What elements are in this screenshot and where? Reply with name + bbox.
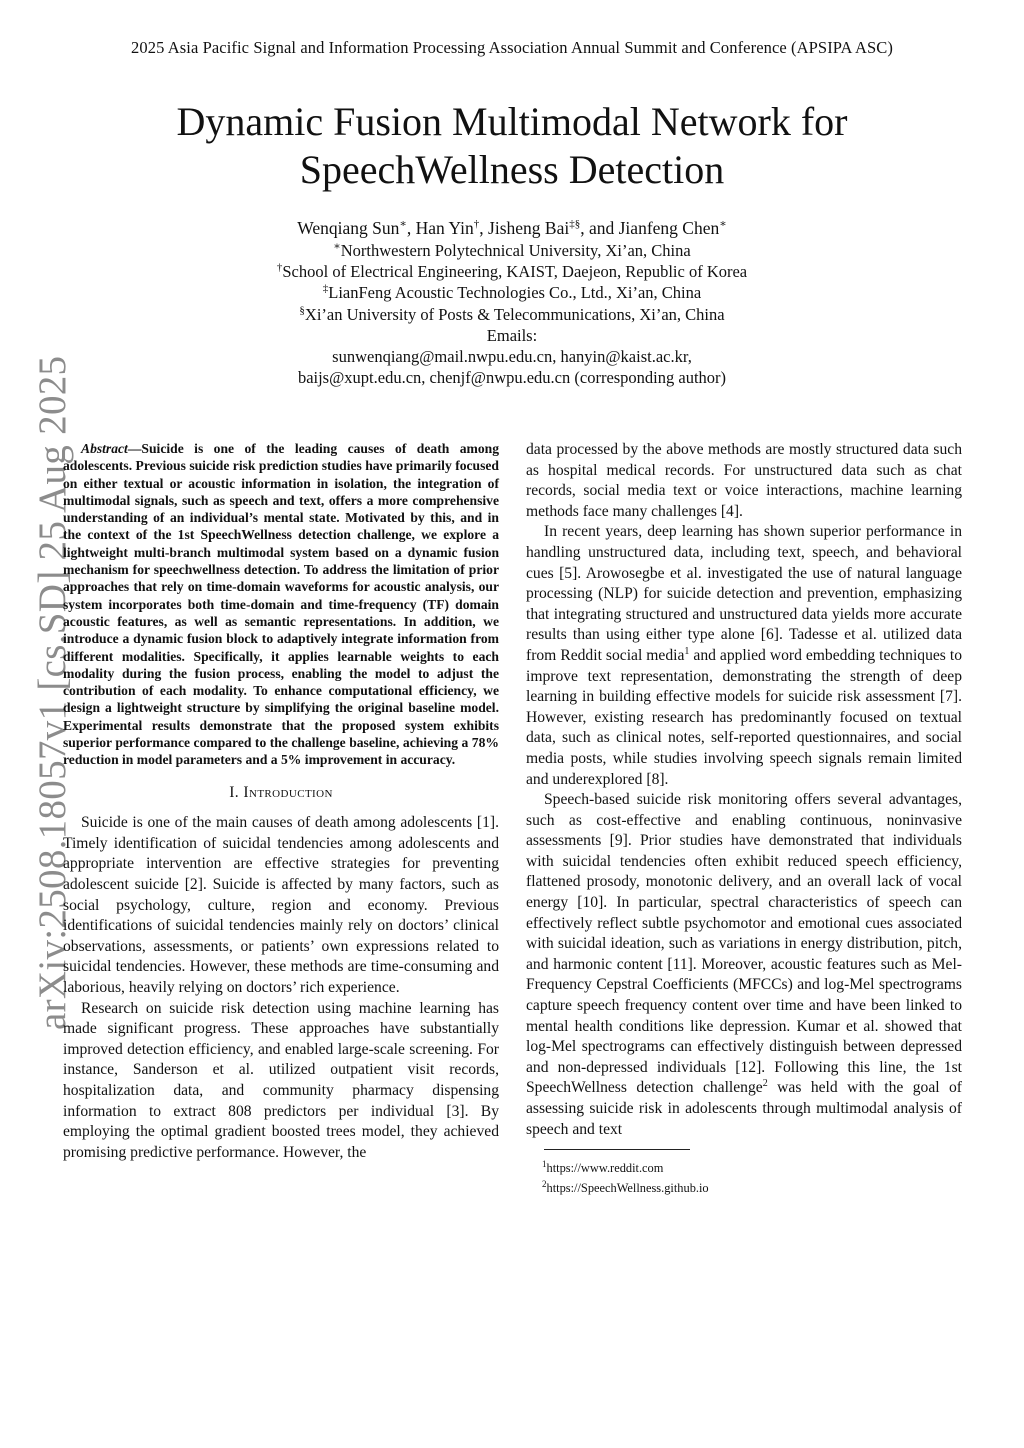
affiliation-2-text: School of Electrical Engineering, KAIST, Daejeon, Republic of Korea [282,262,748,282]
author-1-mark: ∗ [399,218,407,231]
affiliation-1-text: Northwestern Polytechnical University, Xi’an, China [340,241,691,260]
affiliation-4 [0,304,1024,325]
affiliation-3 [0,282,1024,303]
author-block [0,216,1024,388]
conference-header: 2025 Asia Pacific Signal and Information Processing Association Annual Summit and Conference (APSIPA ASC) [131,38,893,57]
affiliation-2-mark: † [276,261,283,274]
title-line-1: Dynamic Fusion Multimodal Network for [176,99,848,144]
right-paragraph-3-a: Speech-based suicide risk monitoring offers several advantages, such as cost-effective and enabling continuous, noninvasive assessments [9]. Prior studies have demonstrated that individuals with suicidal tendencies often exhibit reduced speech efficiency, flattened prosody, monotonic delivery, and an overall lack of vocal energy [10]. In particular, spectral characteristics of speech can effectively reflect subtle psychomotor and emotional cues associated with suicidal ideation, such as variations in energy distribution, pitch, and harmonic content [11]. Moreover, acoustic features such as Mel-Frequency Cepstral Coefficients (MFCCs) and log-Mel spectrograms capture speech frequency content over time and have been linked to mental health conditions like depression. Kumar et al. showed that log-Mel spectrograms can effectively distinguish between depressed and non-depressed individuals [12]. Following this line, the 1st SpeechWellness detection challenge [526,791,962,1097]
emails-label: Emails: [486,325,538,345]
footnote-2-mark: 2 [542,1179,547,1190]
affiliation-1-mark: ∗ [333,240,341,253]
author-2-mark: † [473,218,480,231]
author-2: Han Yin [415,218,474,238]
author-3-mark: ‡§ [569,218,581,231]
footnote-1-url[interactable]: https://www.reddit.com [546,1161,664,1176]
affiliation-3-mark: ‡ [322,282,329,295]
footnote-1 [542,1156,962,1176]
footnote-2-url[interactable]: https://SpeechWellness.github.io [546,1181,709,1196]
title-line-2: SpeechWellness Detection [299,147,725,192]
paper-title [0,98,1024,194]
affiliation-4-text: Xi’an University of Posts & Telecommunications, Xi’an, China [304,304,725,324]
intro-paragraph-1: Suicide is one of the main causes of death among adolescents [1]. Timely identification of suicidal tendencies among adolescents and appropriate intervention are effective strategies for preventing adolescent suicide [2]. Suicide is affected by many factors, such as social psychology, culture, region and economy. Previous identifications of suicidal tendencies mainly rely on doctors’ clinical observations, assessments, or patients’ own expressions related to suicidal tendencies. However, these methods are time-consuming and laborious, heavily relying on doctors’ rich experience. [63,814,499,996]
footnote-divider [544,1149,690,1150]
intro-paragraph-2: Research on suicide risk detection using machine learning has made significant progress. These approaches have substantially improved detection efficiency, and enabled large-scale screening. For instance, Sanderson et al. utilized outpatient visit records, hospitalization data, and community pharmacy dispensing information to extract 808 predictors per individual [3]. By employing the optimal gradient boosted trees model, they achieved promising predictive performance. However, the [63,999,499,1161]
affiliation-2 [0,261,1024,282]
emails-line-1: sunwenqiang@mail.nwpu.edu.cn, hanyin@kaist.ac.kr, [332,347,692,367]
author-names: Wenqiang Sun∗, Han Yin†, Jisheng Bai‡§, and Jianfeng Chen∗ [297,218,727,238]
abstract-label: Abstract [81,441,128,456]
author-3: Jisheng Bai [488,218,570,238]
affiliation-3-text: LianFeng Acoustic Technologies Co., Ltd., Xi’an, China [328,283,702,303]
section-heading-introduction: I. Introduction [229,783,333,801]
right-paragraph-1: data processed by the above methods are mostly structured data such as hospital medical records. For unstructured data such as chat records, social media text or voice interactions, machine learning methods face many challenges [4]. [526,441,962,520]
right-paragraph-2 [526,522,962,790]
abstract-text: —Suicide is one of the leading causes of death among adolescents. Previous suicide risk prediction studies have primarily focused on either textual or acoustic information in isolation, the integration of multimodal signals, such as speech and text, offers a more comprehensive understanding of an individual’s mental state. Motivated by this, and in the context of the 1st SpeechWellness detection challenge, we explore a lightweight multi-branch multimodal system based on a dynamic fusion mechanism for speechwellness detection. To address the limitation of prior approaches that rely on time-domain waveforms for acoustic analysis, our system incorporates both time-domain and time-frequency (TF) domain acoustic features, as well as semantic representations. In addition, we introduce a dynamic fusion block to adaptively integrate information from different modalities. Specifically, it applies learnable weights to each modality during the fusion process, enabling the model to adjust the contribution of each modality. To enhance computational efficiency, we design a lightweight structure by simplifying the original baseline model. Experimental results demonstrate that the proposed system exhibits superior performance compared to the challenge baseline, achieving a 78% reduction in model parameters and a 5% improvement in accuracy. [63,441,499,768]
right-column [526,440,962,1196]
footnote-ref-2: 2 [762,1078,768,1090]
footnote-ref-1: 1 [684,645,690,657]
emails-line-2: baijs@xupt.edu.cn, chenjf@nwpu.edu.cn (corresponding author) [297,368,727,388]
author-4-mark: ∗ [719,218,727,231]
left-column [63,440,499,1163]
author-1: Wenqiang Sun [297,218,400,238]
abstract [63,440,499,769]
right-paragraph-2-b: and applied word embedding techniques to improve text representation, demonstrating the strength of deep learning in building effective models for suicide risk assessment [7]. However, existing research has predominantly focused on textual data, such as clinical notes, self-reported questionnaires, and social media posts, while studies involving speech signals remain limited and underexplored [8]. [526,646,962,788]
right-paragraph-3-b: was held with the goal of assessing suicide risk in adolescents through multimodal analysis of speech and text [526,1079,962,1138]
arxiv-identifier: arXiv:2508.18057v1 [cs.SD] 25 Aug 2025 [31,355,74,1030]
right-paragraph-3 [526,790,962,1140]
right-paragraph-2-a: In recent years, deep learning has shown superior performance in handling unstructured data, including text, speech, and behavioral cues [5]. Arowosegbe et al. investigated the use of natural language processing (NLP) for suicide detection and prevention, emphasizing that integrating structured and unstructured data yields more accurate results than using either type alone [6]. Tadesse et al. utilized data from Reddit social media [526,523,962,664]
author-4: and Jianfeng Chen [588,218,720,238]
affiliation-1 [0,240,1024,261]
footnote-1-mark: 1 [542,1159,547,1170]
affiliation-4-mark: § [299,304,305,317]
footnote-2 [542,1176,962,1196]
